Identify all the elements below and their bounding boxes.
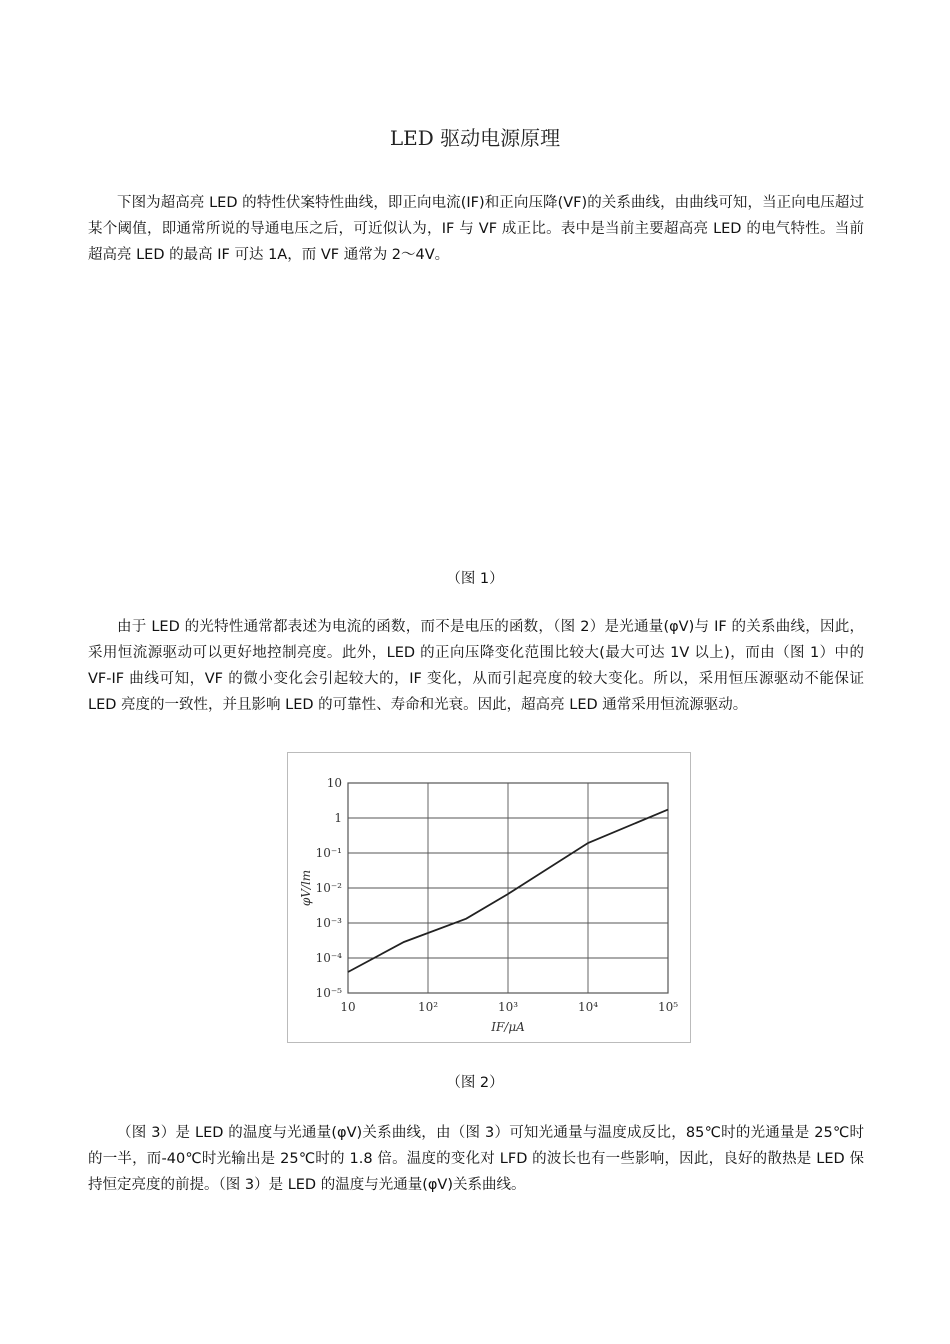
flux-current-chart bbox=[288, 753, 692, 1044]
y-tick-label: 10 bbox=[326, 776, 342, 790]
x-tick-label: 10³ bbox=[497, 1000, 519, 1014]
paragraph-intro: 下图为超高亮 LED 的特性伏案特性曲线，即正向电流(IF)和正向压降(VF)的关系曲线，由曲线可知，当正向电压超过某个阈值，即通常所说的导通电压之后，可近似认为，IF 与 VF 成正比。表中是当前主要超高亮 LED 的电气特性。当前超高亮 LED 的最高 IF 可达 1A，而 VF 通常为 2～4V。 bbox=[88, 195, 864, 263]
y-tick-label: 10⁻² bbox=[315, 881, 342, 895]
y-axis-label: φV/lm bbox=[299, 869, 313, 907]
paragraph-temperature: （图 3）是 LED 的温度与光通量(φV)关系曲线，由（图 3）可知光通量与温度成反比，85℃时的光通量是 25℃时的一半，而-40℃时光输出是 25℃时的 1.8 倍。温度的变化对 LFD 的波长也有一些影响，因此，良好的散热是 LED 保持恒定亮度的前提。（图 3）是 LED 的温度与光通量(φV)关系曲线。 bbox=[88, 1125, 864, 1193]
y-tick-label: 10⁻³ bbox=[315, 916, 342, 930]
x-tick-label: 10 bbox=[340, 1000, 356, 1014]
figure-1-caption: （图 1） bbox=[446, 571, 504, 587]
x-tick-label: 10² bbox=[417, 1000, 439, 1014]
figure-2-chart bbox=[287, 752, 691, 1043]
x-tick-label: 10⁴ bbox=[577, 1000, 599, 1014]
y-tick-label: 10⁻⁴ bbox=[315, 951, 342, 965]
y-tick-label: 1 bbox=[334, 811, 342, 825]
page-title: LED 驱动电源原理 bbox=[389, 126, 561, 150]
paragraph-constant-current: 由于 LED 的光特性通常都表述为电流的函数，而不是电压的函数，（图 2）是光通量(φV)与 IF 的关系曲线，因此，采用恒流源驱动可以更好地控制亮度。此外，LED 的正向压降变化范围比较大(最大可达 1V 以上)，而由（图 1）中的 VF-IF 曲线可知，VF 的微小变化会引起较大的，IF 变化，从而引起亮度的较大变化。所以，采用恒压源驱动不能保证 LED 亮度的一致性，并且影响 LED 的可靠性、寿命和光衰。因此，超高亮 LED 通常采用恒流源驱动。 bbox=[88, 619, 864, 713]
x-tick-label: 10⁵ bbox=[657, 1000, 679, 1014]
y-tick-label: 10⁻⁵ bbox=[315, 986, 342, 1000]
figure-2-caption: （图 2） bbox=[446, 1075, 504, 1091]
x-axis-label: IF/μA bbox=[491, 1020, 525, 1034]
y-tick-label: 10⁻¹ bbox=[315, 846, 342, 860]
